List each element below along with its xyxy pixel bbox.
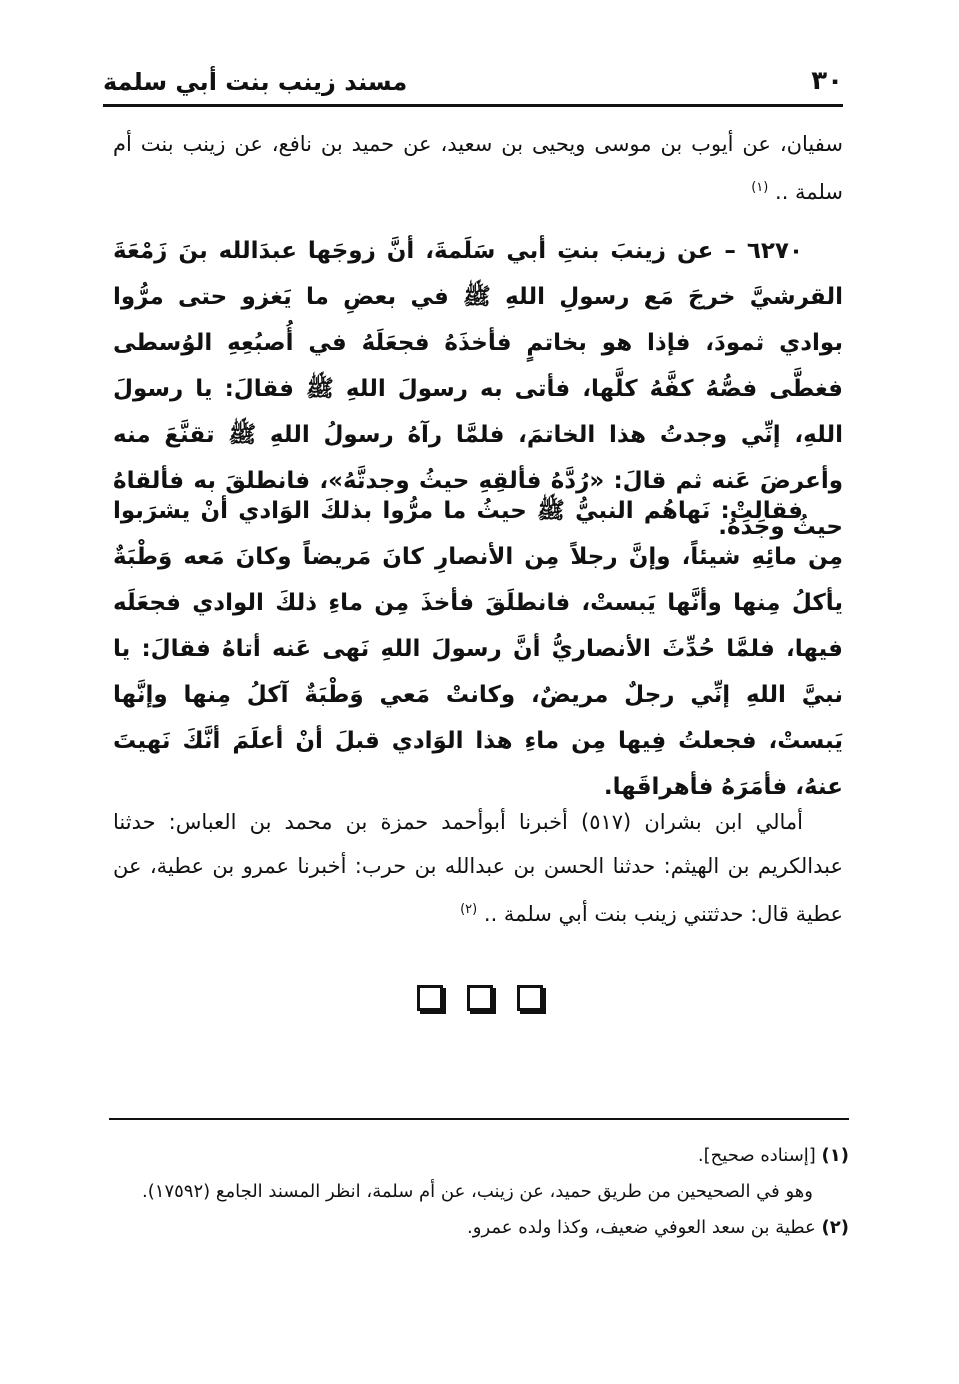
footnote-line bbox=[109, 1210, 849, 1246]
footnotes bbox=[109, 1138, 849, 1246]
footnote-rule bbox=[109, 1118, 849, 1120]
second-paragraph bbox=[113, 488, 843, 810]
square-ornament bbox=[517, 985, 543, 1011]
continuation-paragraph bbox=[113, 122, 843, 214]
footnote-ref-2: (٢) bbox=[460, 902, 478, 917]
continuation-text: سفيان، عن أيوب بن موسى ويحيى بن سعيد، عن حميد بن نافع، عن زينب بنت أم سلمة .. bbox=[113, 132, 843, 204]
footnote-text: عطية بن سعد العوفي ضعيف، وكذا ولده عمرو. bbox=[467, 1217, 816, 1238]
square-ornament bbox=[417, 985, 443, 1011]
footnote-line bbox=[109, 1138, 849, 1174]
source-text: أمالي ابن بشران (٥١٧) أخبرنا أبوأحمد حمزة بن محمد بن العباس: حدثنا عبدالكريم بن الهيثم: حدثنا الحسن بن عبدالله بن حرب: أخبرنا عمرو بن عطية، عن عطية قال: حدثتني زينب بنت أبي سلمة .. bbox=[113, 810, 843, 926]
second-text: فقالتْ: نَهاهُم النبيُّ ﷺ حيثُ ما مرُّوا بذلكَ الوَادي أنْ يشرَبوا مِن مائِهِ شيئاً، وإنَّ رجلاً مِن الأنصارِ كانَ مَريضاً وكانَ مَعه وَطْبَةٌ يأكلُ مِنها وأنَّها يَبستْ، فانطلَقَ فأخذَ مِن ماءِ ذلكَ الوادي فجعَلَه فيها، فلمَّا حُدِّثَ الأنصاريُّ أنَّ رسولَ اللهِ نَهى عَنه أتاهُ فقالَ: يا نبيَّ اللهِ إنِّي رجلٌ مريضٌ، وكانتْ مَعي وَطْبَةٌ آكلُ مِنها وإنَّها يَبستْ، فجعلتُ فِيها مِن ماءِ هذا الوَادي قبلَ أنْ أعلَمَ أنَّكَ نَهيتَ عنهُ، فأمَرَهُ فأهراقَها. bbox=[113, 498, 843, 800]
source-paragraph bbox=[113, 800, 843, 936]
footnote-line bbox=[109, 1174, 849, 1210]
footnote-number: (٢) bbox=[821, 1217, 849, 1238]
footnote-ref-1: (١) bbox=[751, 180, 769, 195]
hadith-text: عن زينبَ بنتِ أبي سَلَمةَ، أنَّ زوجَها عبدَالله بنَ زَمْعَةَ القرشيَّ خرجَ مَع رسولِ اللهِ ﷺ في بعضِ ما يَغزو حتى مرُّوا بوادي ثمودَ، فإذا هو بخاتمٍ فأخذَهُ فجعَلَهُ في أُصبُعِهِ الوُسطى فغطَّى فصُّهُ كفَّهُ كلَّها، فأتى به رسولَ اللهِ ﷺ فقالَ: يا رسولَ اللهِ، إنِّي وجدتُ هذا الخاتمَ، فلمَّا رآهُ رسولُ اللهِ ﷺ تقنَّعَ منه وأعرضَ عَنه ثم قالَ: «رُدَّهُ فألقِهِ حيثُ وجدتَّهُ»، فانطلقَ به فألقاهُ حيثُ وجَدَهُ. bbox=[113, 238, 843, 540]
footnote-text: [إسناده صحيح]. bbox=[697, 1145, 816, 1166]
footnote-number: (١) bbox=[821, 1145, 849, 1166]
footnote-text: وهو في الصحيحين من طريق حميد، عن زينب، عن أم سلمة، انظر المسند الجامع (١٧٥٩٢). bbox=[142, 1181, 813, 1202]
running-title: مسند زينب بنت أبي سلمة bbox=[103, 68, 408, 96]
section-separator bbox=[0, 985, 959, 1015]
square-ornament bbox=[467, 985, 493, 1011]
page-number: ٣٠ bbox=[811, 66, 843, 96]
hadith-number: ٦٢٧٠ – bbox=[724, 238, 803, 264]
page-header bbox=[103, 60, 843, 107]
